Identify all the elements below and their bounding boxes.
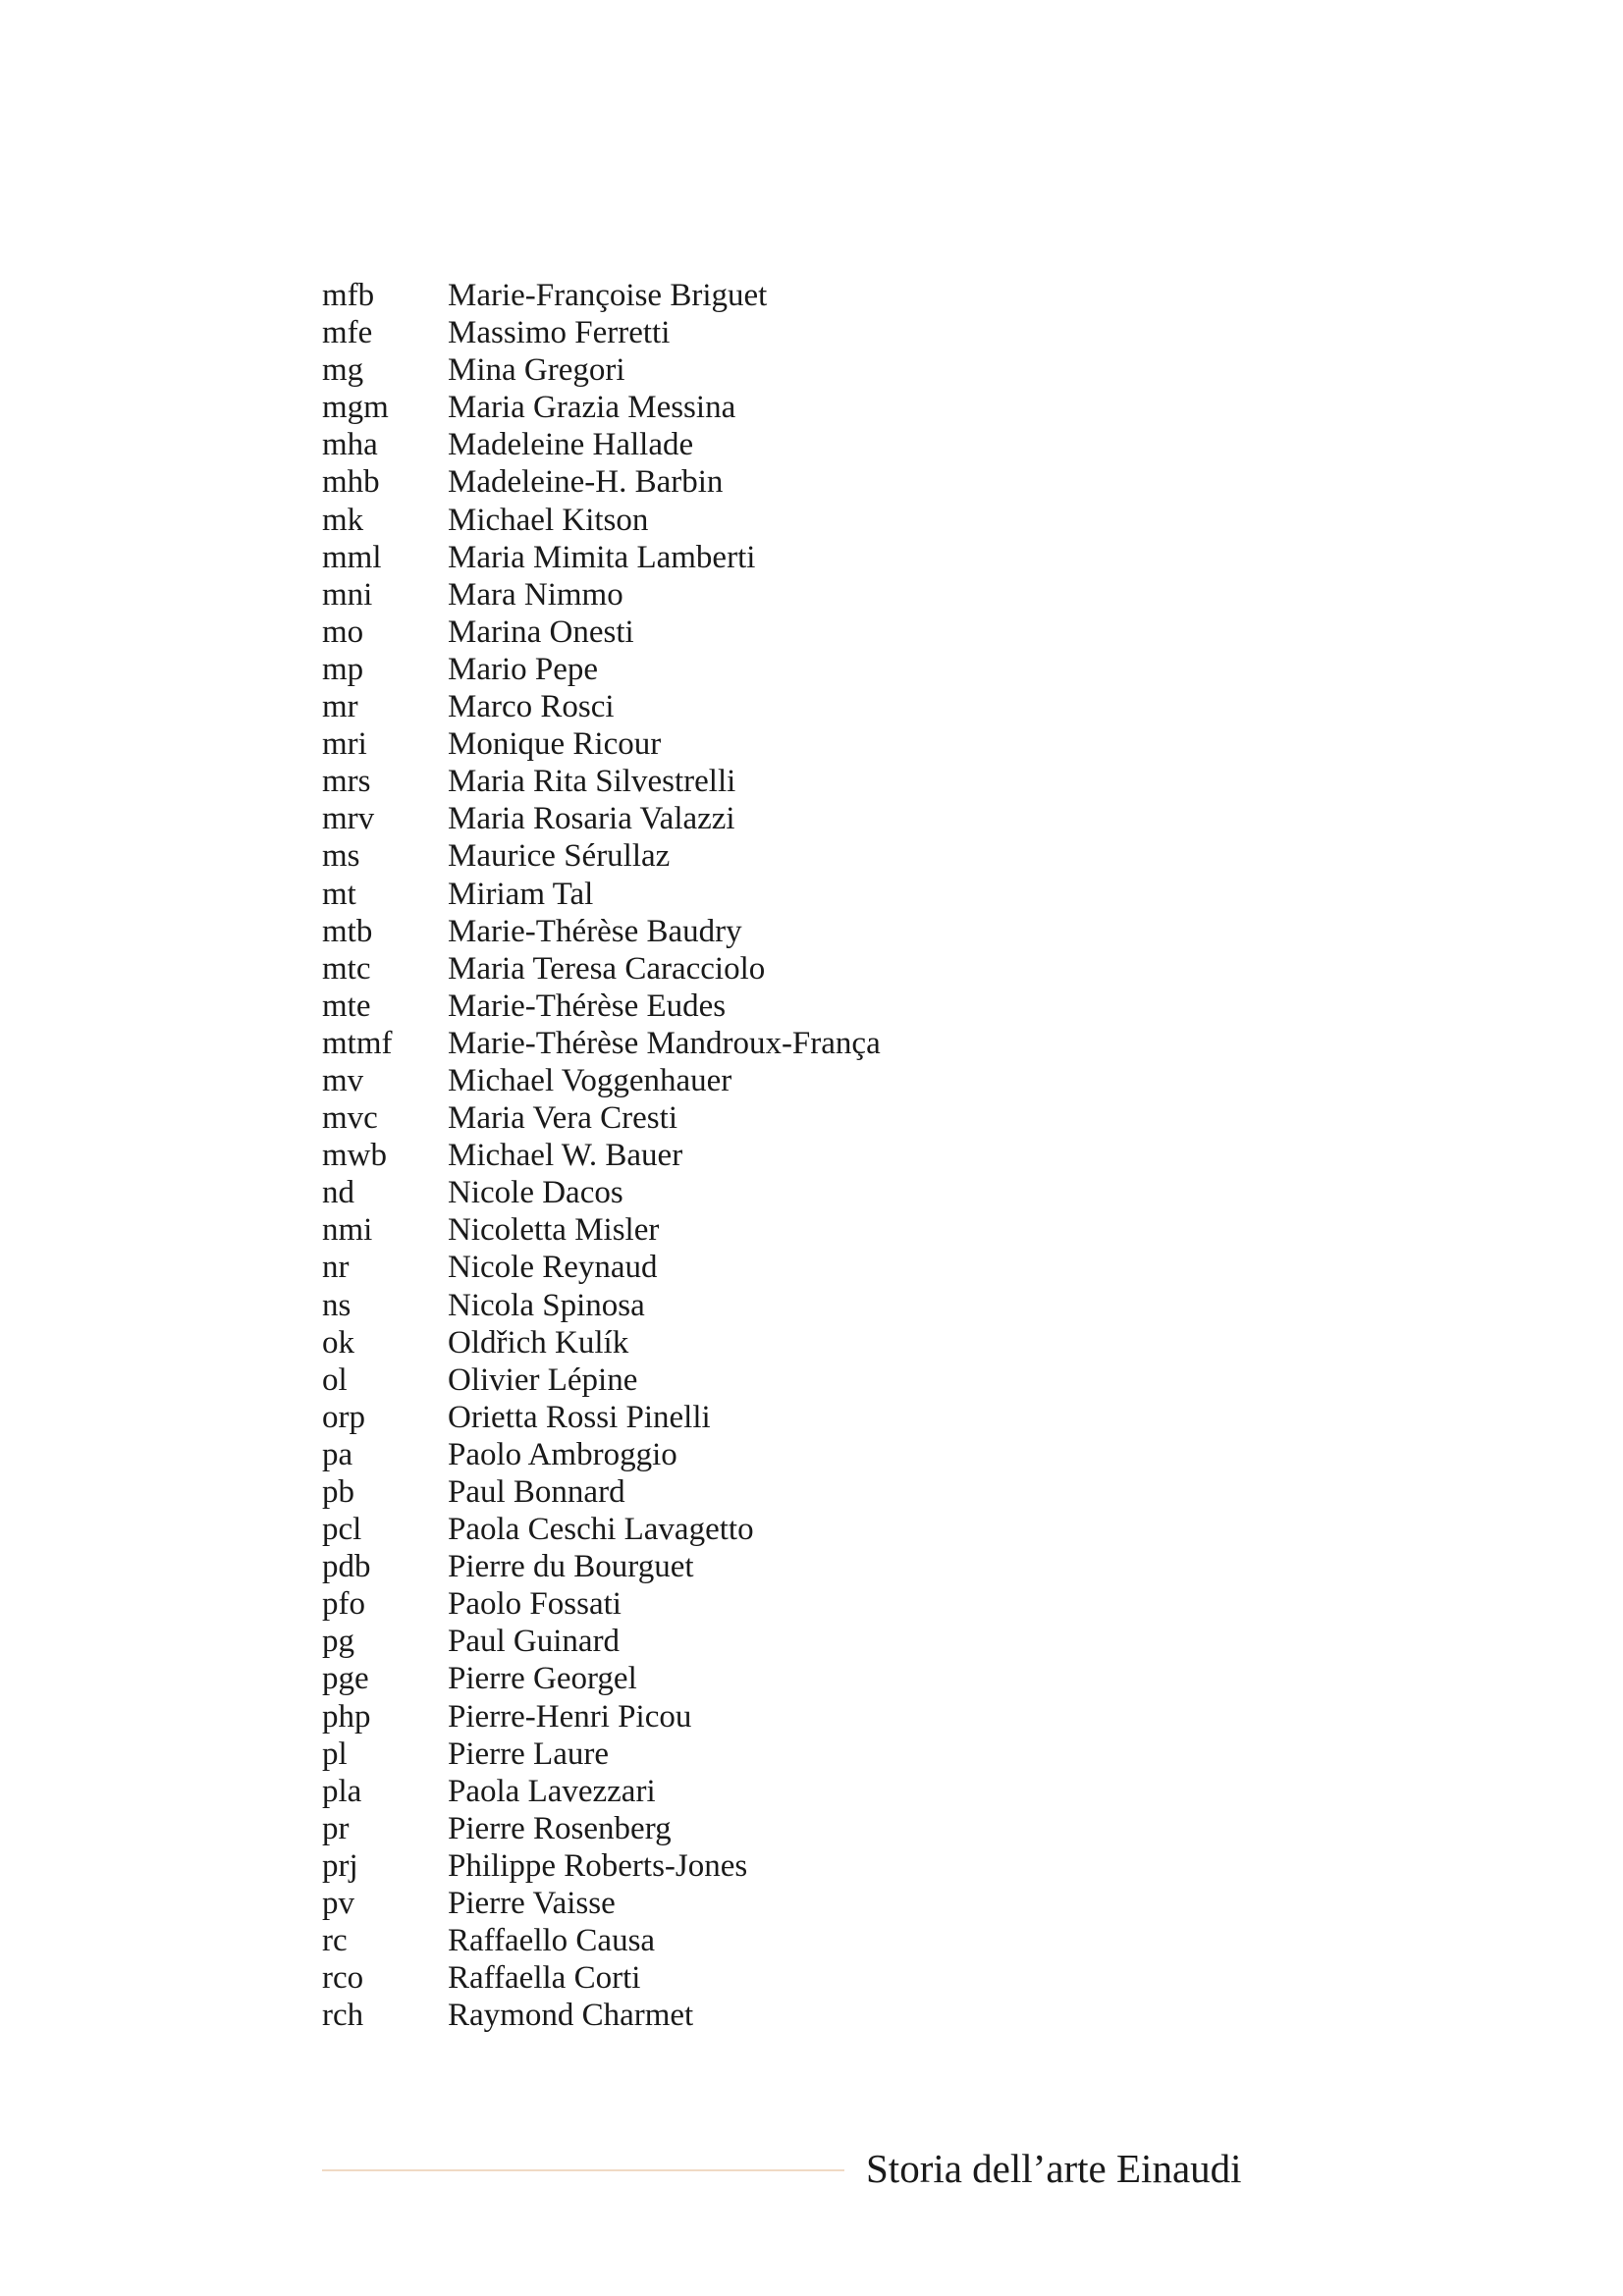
list-item (322, 1585, 881, 1623)
list-item (322, 988, 881, 1025)
entry-name: Michael Kitson (448, 502, 649, 538)
entry-name: Mara Nimmo (448, 576, 623, 613)
entry-abbreviation: mvc (322, 1100, 378, 1137)
list-item (322, 1623, 881, 1660)
list-item (322, 1324, 881, 1362)
entry-name: Maurice Sérullaz (448, 838, 671, 875)
list-item (322, 426, 881, 463)
list-item (322, 502, 881, 539)
entry-abbreviation: mri (322, 726, 367, 763)
list-item (322, 1099, 881, 1137)
entry-abbreviation: orp (322, 1399, 365, 1435)
entry-name: Raymond Charmet (448, 1998, 694, 2034)
entry-abbreviation: ns (322, 1287, 352, 1323)
list-item (322, 1698, 881, 1735)
entry-abbreviation: pb (322, 1474, 354, 1510)
entry-abbreviation: mtb (322, 913, 373, 949)
entry-abbreviation: mr (322, 689, 358, 725)
list-item (322, 800, 881, 837)
entry-name: Maria Rita Silvestrelli (448, 764, 736, 800)
entry-abbreviation: mha (322, 427, 378, 463)
list-item (322, 1174, 881, 1211)
entry-name: Marina Onesti (448, 614, 634, 650)
list-item (322, 837, 881, 875)
list-item (322, 950, 881, 988)
list-item (322, 1660, 881, 1697)
entry-abbreviation: mp (322, 651, 364, 687)
list-item (322, 1473, 881, 1511)
entry-name: Marie-Françoise Briguet (448, 278, 768, 313)
entry-abbreviation: mhb (322, 464, 380, 501)
list-item (322, 576, 881, 614)
entry-name: Paolo Ambroggio (448, 1436, 677, 1472)
list-item (322, 1885, 881, 1922)
list-item (322, 389, 881, 426)
list-item (322, 1735, 881, 1773)
entry-abbreviation: nd (322, 1175, 354, 1211)
list-item (322, 763, 881, 800)
entry-abbreviation: mo (322, 614, 364, 650)
entry-name: Maria Grazia Messina (448, 390, 736, 426)
list-item (322, 1137, 881, 1174)
entry-abbreviation: mrs (322, 764, 371, 800)
entry-abbreviation: rco (322, 1960, 364, 1997)
entry-name: Michael W. Bauer (448, 1138, 683, 1174)
entry-name: Paolo Fossati (448, 1586, 622, 1623)
list-item (322, 1062, 881, 1099)
entry-abbreviation: pla (322, 1773, 362, 1809)
list-item (322, 1211, 881, 1249)
contributor-list (322, 277, 881, 2034)
list-item (322, 1959, 881, 1997)
list-item (322, 351, 881, 389)
entry-abbreviation: mk (322, 502, 364, 538)
entry-abbreviation: mtmf (322, 1025, 393, 1061)
list-item (322, 1436, 881, 1473)
entry-abbreviation: mg (322, 352, 364, 389)
entry-name: Olivier Lépine (448, 1362, 638, 1398)
entry-name: Oldřich Kulík (448, 1324, 629, 1361)
entry-abbreviation: mfb (322, 278, 375, 313)
entry-name: Madeleine Hallade (448, 427, 694, 463)
list-item (322, 1773, 881, 1810)
entry-name: Maria Teresa Caracciolo (448, 950, 766, 987)
list-item (322, 725, 881, 763)
entry-abbreviation: mwb (322, 1138, 387, 1174)
entry-name: Monique Ricour (448, 726, 662, 763)
entry-name: Paola Lavezzari (448, 1773, 656, 1809)
entry-abbreviation: mml (322, 539, 382, 575)
entry-name: Pierre Georgel (448, 1661, 637, 1697)
list-item (322, 1847, 881, 1885)
entry-abbreviation: mfe (322, 315, 373, 351)
entry-abbreviation: mtc (322, 950, 371, 987)
entry-name: Pierre Laure (448, 1735, 609, 1772)
list-item (322, 539, 881, 576)
list-item (322, 876, 881, 913)
list-item (322, 614, 881, 651)
list-item (322, 651, 881, 688)
footer-rule (322, 2169, 844, 2171)
list-item (322, 913, 881, 950)
entry-name: Raffaella Corti (448, 1960, 641, 1997)
list-item (322, 1922, 881, 1959)
entry-name: Nicoletta Misler (448, 1212, 660, 1249)
entry-abbreviation: nr (322, 1250, 350, 1286)
entry-name: Madeleine-H. Barbin (448, 464, 724, 501)
entry-abbreviation: ok (322, 1324, 354, 1361)
entry-name: Marco Rosci (448, 689, 615, 725)
entry-abbreviation: ol (322, 1362, 348, 1398)
entry-abbreviation: mni (322, 576, 373, 613)
entry-abbreviation: mt (322, 876, 356, 912)
entry-name: Mina Gregori (448, 352, 625, 389)
entry-abbreviation: pv (322, 1886, 354, 1922)
list-item (322, 1287, 881, 1324)
entry-name: Paul Bonnard (448, 1474, 625, 1510)
entry-abbreviation: mv (322, 1062, 364, 1098)
entry-name: Maria Mimita Lamberti (448, 539, 756, 575)
entry-abbreviation: nmi (322, 1212, 373, 1249)
entry-name: Pierre Vaisse (448, 1886, 616, 1922)
entry-name: Maria Vera Cresti (448, 1100, 677, 1137)
list-item (322, 314, 881, 351)
entry-abbreviation: pdb (322, 1549, 371, 1585)
entry-name: Pierre du Bourguet (448, 1549, 694, 1585)
entry-name: Marie-Thérèse Mandroux-França (448, 1025, 881, 1061)
entry-name: Mario Pepe (448, 651, 599, 687)
list-item (322, 1511, 881, 1548)
list-item (322, 1399, 881, 1436)
entry-name: Pierre-Henri Picou (448, 1698, 692, 1735)
entry-name: Michael Voggenhauer (448, 1062, 732, 1098)
entry-abbreviation: pfo (322, 1586, 365, 1623)
list-item (322, 463, 881, 501)
entry-abbreviation: pa (322, 1436, 353, 1472)
entry-name: Paul Guinard (448, 1624, 621, 1660)
entry-name: Nicole Dacos (448, 1175, 623, 1211)
entry-abbreviation: mrv (322, 801, 375, 837)
entry-name: Raffaello Causa (448, 1923, 656, 1959)
list-item (322, 1249, 881, 1286)
entry-abbreviation: php (322, 1698, 371, 1735)
entry-name: Nicole Reynaud (448, 1250, 658, 1286)
entry-abbreviation: mte (322, 988, 371, 1024)
entry-name: Miriam Tal (448, 876, 594, 912)
entry-name: Marie-Thérèse Baudry (448, 913, 742, 949)
footer-title: Storia dell’arte Einaudi (866, 2146, 1242, 2191)
entry-abbreviation: rc (322, 1923, 348, 1959)
list-item (322, 1997, 881, 2034)
entry-abbreviation: ms (322, 838, 360, 875)
entry-name: Marie-Thérèse Eudes (448, 988, 727, 1024)
entry-name: Massimo Ferretti (448, 315, 671, 351)
entry-name: Paola Ceschi Lavagetto (448, 1512, 754, 1548)
entry-abbreviation: pg (322, 1624, 354, 1660)
list-item (322, 1548, 881, 1585)
entry-abbreviation: pl (322, 1735, 348, 1772)
entry-abbreviation: rch (322, 1998, 364, 2034)
entry-name: Philippe Roberts-Jones (448, 1847, 748, 1884)
entry-name: Maria Rosaria Valazzi (448, 801, 735, 837)
entry-name: Orietta Rossi Pinelli (448, 1399, 711, 1435)
list-item (322, 1025, 881, 1062)
entry-abbreviation: pr (322, 1810, 350, 1846)
entry-abbreviation: pge (322, 1661, 369, 1697)
entry-abbreviation: mgm (322, 390, 389, 426)
list-item (322, 688, 881, 725)
list-item (322, 1362, 881, 1399)
entry-name: Nicola Spinosa (448, 1287, 645, 1323)
list-item (322, 277, 881, 314)
entry-abbreviation: prj (322, 1847, 358, 1884)
list-item (322, 1810, 881, 1847)
entry-name: Pierre Rosenberg (448, 1810, 672, 1846)
entry-abbreviation: pcl (322, 1512, 362, 1548)
